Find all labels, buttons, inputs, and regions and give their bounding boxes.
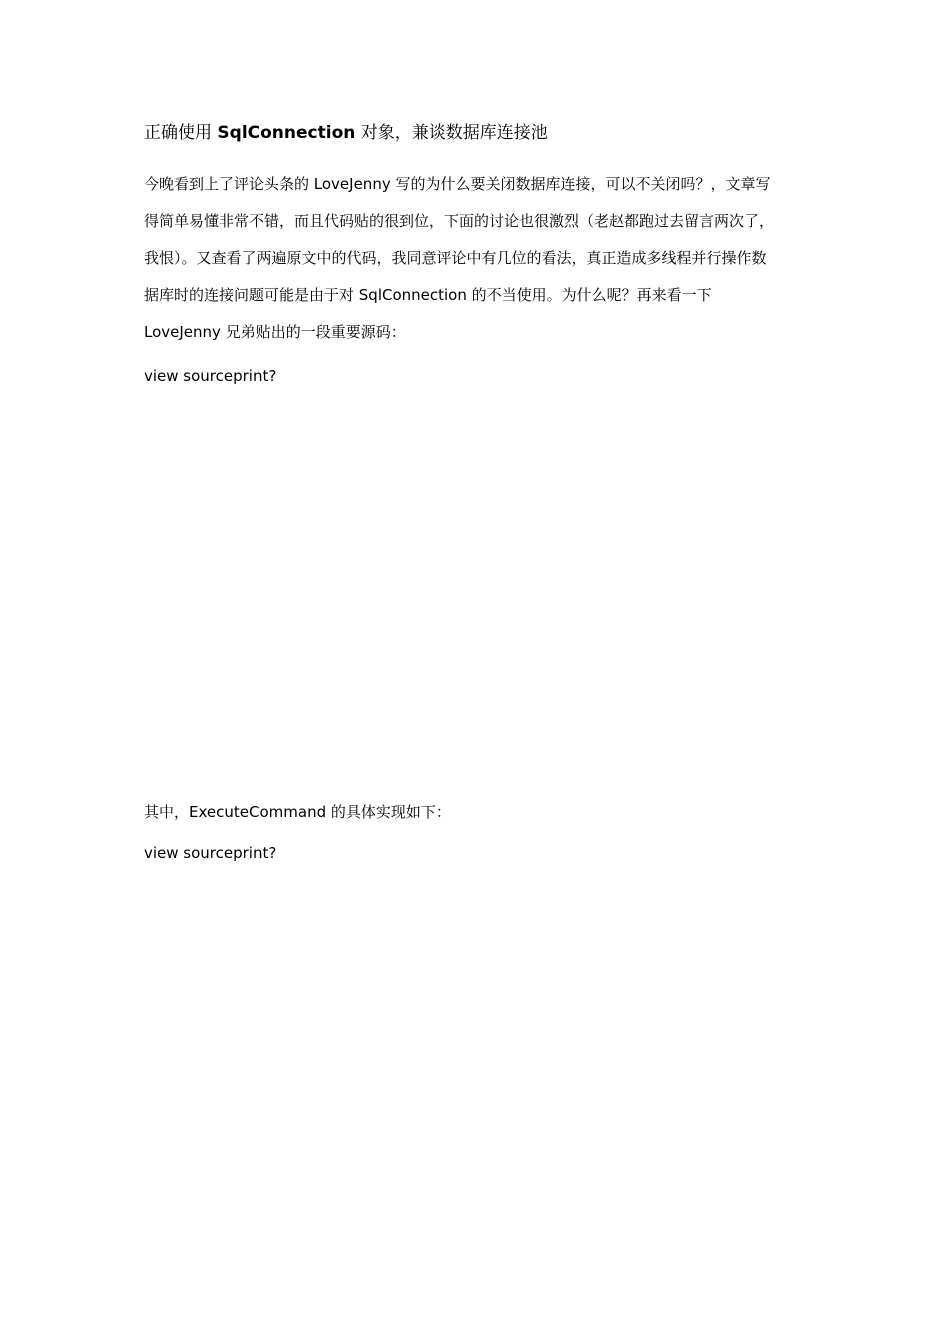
intro-line: 得简单易懂非常不错，而且代码贴的很到位，下面的讨论也很激烈（老赵都跑过去留言两次了， [144, 212, 775, 230]
intro-line: LoveJenny 兄弟贴出的一段重要源码： [144, 323, 406, 341]
article-title [144, 121, 824, 145]
execute-suffix: 的具体实现如下： [326, 803, 451, 821]
title-keyword: SqlConnection [217, 123, 356, 143]
intro-paragraph [144, 166, 814, 351]
view-source-print-link[interactable]: view sourceprint? [144, 367, 277, 385]
view-source-print-link-2[interactable]: view sourceprint? [144, 844, 277, 862]
title-suffix: 对象，兼谈数据库连接池 [355, 123, 548, 143]
execute-command-paragraph [144, 800, 451, 824]
title-prefix: 正确使用 [144, 123, 218, 143]
intro-line: 我恨）。又查看了两遍原文中的代码，我同意评论中有几位的看法，真正造成多线程并行操作数 [144, 249, 767, 267]
intro-line: 据库时的连接问题可能是由于对 SqlConnection 的不当使用。为什么呢？再来看一下 [144, 286, 712, 304]
execute-prefix: 其中， [144, 803, 190, 821]
execute-name: ExecuteCommand [189, 803, 327, 821]
intro-line: 今晚看到上了评论头条的 LoveJenny 写的为什么要关闭数据库连接，可以不关闭吗？，文章写 [144, 175, 771, 193]
